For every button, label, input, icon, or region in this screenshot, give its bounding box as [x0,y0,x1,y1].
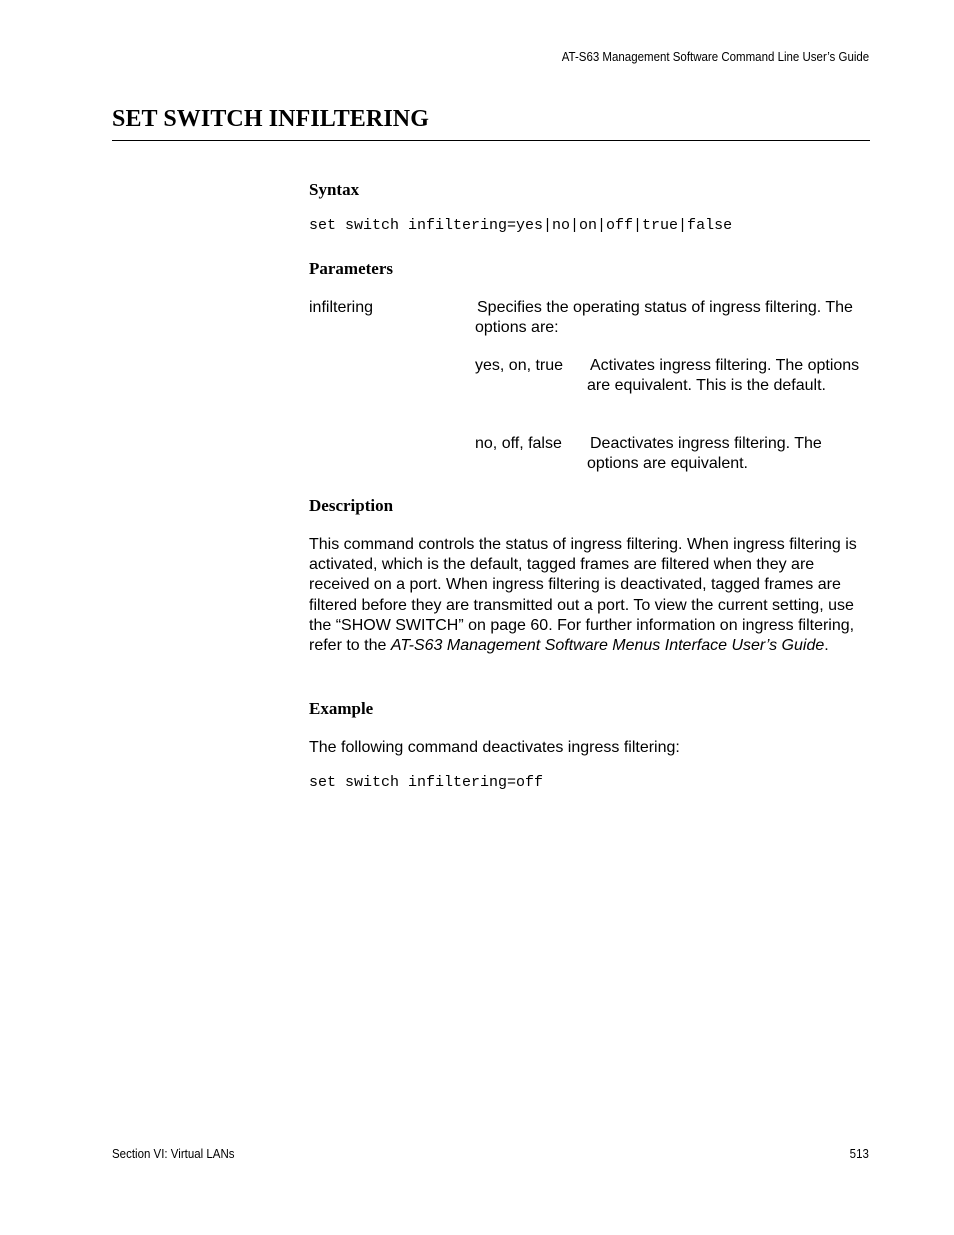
option-key: yes, on, true [475,357,564,374]
option-key: no, off, false [475,435,562,452]
page-number: 513 [849,1147,869,1161]
page-title: SET SWITCH INFILTERING [112,106,429,132]
example-text: The following command deactivates ingress filtering: [309,739,680,756]
guide-title: AT-S63 Management Software Menus Interface User’s Guide [390,637,825,655]
description-paragraph [309,535,874,656]
option-description: Activates ingress filtering. The options are equivalent. This is the default. [587,357,860,395]
parameter-name: infiltering [309,299,374,316]
syntax-heading: Syntax [309,180,360,199]
running-header: AT-S63 Management Software Command Line User’s Guide [561,50,869,64]
description-heading: Description [309,496,394,515]
description-text-end: . [824,637,829,655]
option-description: Deactivates ingress filtering. The options are equivalent. [587,435,822,473]
description-text: This command controls the status of ingress filtering. When ingress filtering is activated, which is the default, tagged frames are filtered when they are received on a port. When ingress filtering is deactivated, tagged frames are filtered before they are transmitted out a port. To view the current setting, use the “SHOW SWITCH” on page 60. For further information on ingress filtering, refer to the [309,536,857,655]
parameter-description: Specifies the operating status of ingress filtering. The options are: [475,299,853,337]
syntax-command: set switch infiltering=yes|no|on|off|true|false [309,217,733,234]
parameters-heading: Parameters [309,259,394,278]
title-divider [112,140,870,141]
footer-section: Section VI: Virtual LANs [112,1147,235,1161]
example-heading: Example [309,699,374,718]
example-command: set switch infiltering=off [309,774,544,791]
